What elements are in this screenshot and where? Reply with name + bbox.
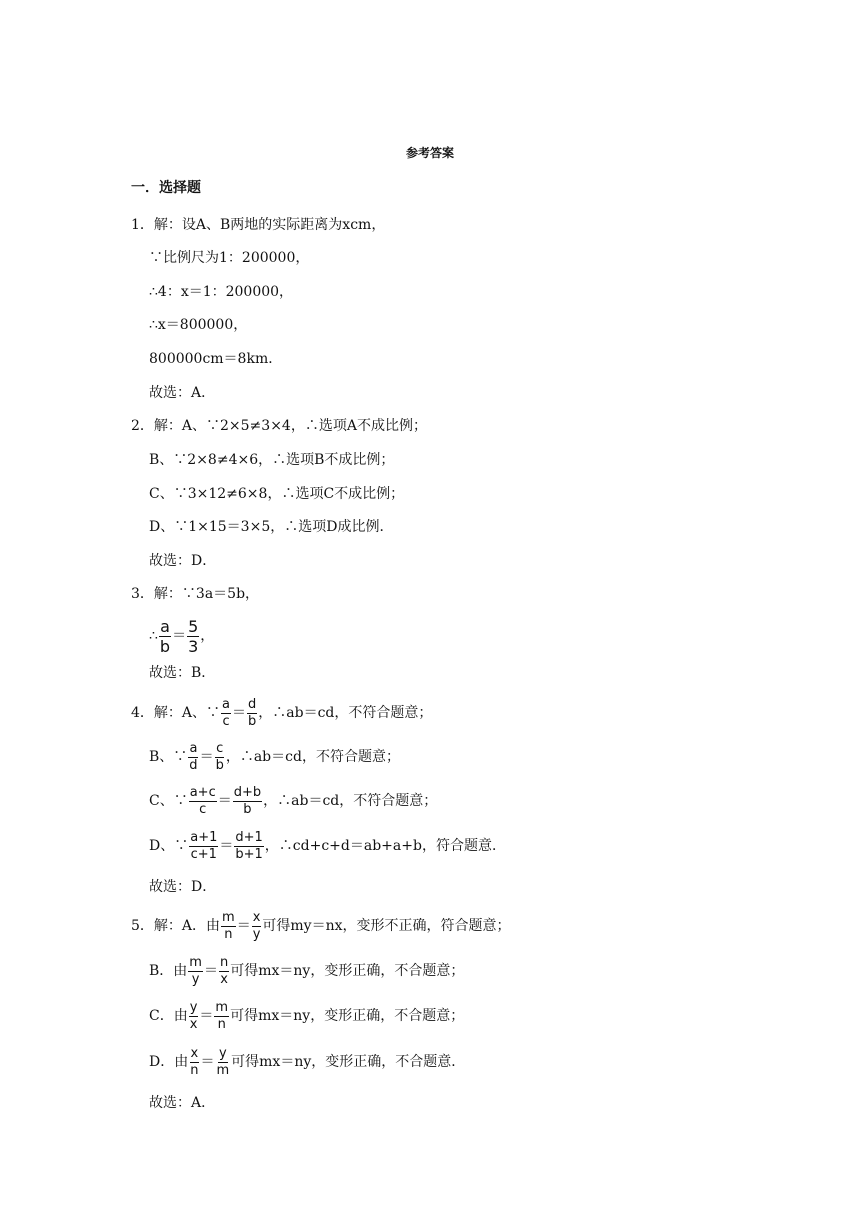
q4-answer: 故选：D．: [149, 879, 217, 895]
fraction: $\frac{5}{3}$: [188, 616, 199, 656]
q4-option-a: 4．解：A、∵ $\frac{a}{c}$ ＝ $\frac{d}{b}$ ，∴ab＝cd，不符合题意；: [131, 696, 433, 729]
therefore-symbol: ∴: [149, 628, 158, 644]
q5-option-b: B．由 $\frac{m}{y}$ ＝ $\frac{n}{x}$ 可得mx＝ny，变形正确，不合题意；: [149, 954, 465, 987]
fraction: $\frac{m}{n}$: [222, 909, 235, 942]
q3-answer: 故选：B．: [149, 665, 216, 681]
q2-answer: 故选：D．: [149, 553, 217, 569]
q2-line-1: 2．解：A、∵2×5≠3×4，∴选项A不成比例；: [131, 418, 427, 434]
fraction: $\frac{a+c}{c}$: [189, 784, 216, 817]
q4-option-b: B、∵ $\frac{a}{d}$ ＝ $\frac{c}{b}$ ，∴ab＝cd，不符合题意；: [149, 740, 400, 773]
section-heading: 一．选择题: [131, 180, 201, 196]
fraction: $\frac{d}{b}$: [248, 696, 257, 729]
page-title: 参考答案: [405, 146, 454, 160]
q1-line-2: ∵比例尺为1：200000，: [149, 250, 310, 266]
fraction: $\frac{a}{c}$: [222, 696, 230, 729]
fraction: $\frac{a}{b}$: [159, 616, 171, 656]
fraction: $\frac{c}{b}$: [215, 740, 224, 773]
fraction: $\frac{a+1}{c+1}$: [190, 829, 218, 862]
q5-option-d: D．由 $\frac{x}{n}$ ＝ $\frac{y}{m}$ 可得mx＝ny，变形正确，不合题意．: [149, 1045, 466, 1078]
q1-answer: 故选：A．: [149, 385, 216, 401]
fraction: $\frac{a}{d}$: [189, 740, 198, 773]
q2-line-3: C、∵3×12≠6×8，∴选项C不成比例；: [149, 486, 405, 502]
fraction: $\frac{y}{m}$: [216, 1045, 230, 1078]
q1-line-5: 800000cm＝8km．: [149, 351, 283, 367]
fraction: $\frac{x}{y}$: [252, 909, 261, 942]
q1-line-3: ∴4：x＝1：200000，: [149, 284, 294, 300]
q1-line-1: 1．解：设A、B两地的实际距离为xcm，: [131, 217, 386, 233]
q5-option-c: C．由 $\frac{y}{x}$ ＝ $\frac{m}{n}$ 可得mx＝ny，变形正确，不合题意；: [149, 999, 465, 1032]
q4-option-d: D、∵ $\frac{a+1}{c+1}$ ＝ $\frac{d+1}{b+1}$ ，∴cd+c+d＝ab+a+b，符合题意．: [149, 829, 506, 862]
fraction: $\frac{n}{x}$: [219, 954, 229, 987]
q2-line-4: D、∵1×15＝3×5，∴选项D成比例．: [149, 519, 394, 535]
fraction: $\frac{x}{n}$: [190, 1045, 199, 1078]
fraction: $\frac{d+1}{b+1}$: [235, 829, 263, 862]
q4-option-c: C、∵ $\frac{a+c}{c}$ ＝ $\frac{d+b}{b}$ ，∴ab＝cd，不符合题意；: [149, 784, 438, 817]
fraction: $\frac{m}{n}$: [215, 999, 229, 1032]
q5-answer: 故选：A．: [149, 1095, 216, 1111]
q1-line-4: ∴x＝800000，: [149, 317, 248, 333]
q3-line-1: 3．解：∵3a＝5b，: [131, 586, 260, 602]
fraction: $\frac{d+b}{b}$: [233, 784, 262, 817]
fraction: $\frac{m}{y}$: [189, 954, 202, 987]
q3-line-2: ∴ $\frac{a}{b}$ ＝ $\frac{5}{3}$ ，: [149, 616, 215, 656]
q2-line-2: B、∵2×8≠4×6，∴选项B不成比例；: [149, 452, 395, 468]
equals-sign: ＝: [172, 628, 187, 644]
q5-option-a: 5．解：A．由 $\frac{m}{n}$ ＝ $\frac{x}{y}$ 可得my＝nx，变形不正确，符合题意；: [131, 909, 511, 942]
fraction: $\frac{y}{x}$: [189, 999, 198, 1032]
